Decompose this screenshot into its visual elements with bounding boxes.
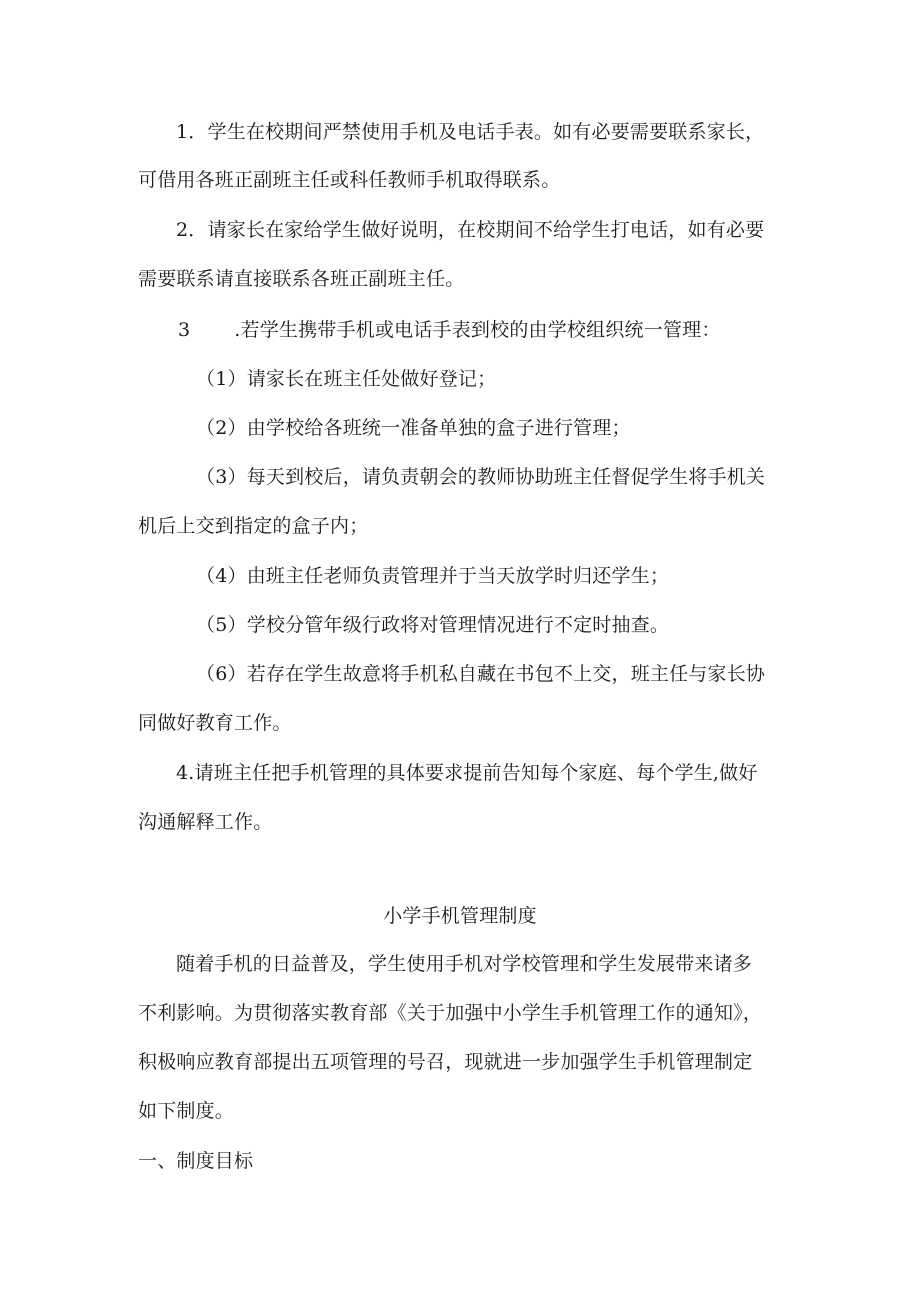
paragraph-1-line-2: 可借用各班正副班主任或科任教师手机取得联系。 xyxy=(138,169,561,191)
intro-line-2: 不利影响。为贯彻落实教育部《关于加强中小学生手机管理工作的通知》， xyxy=(138,1002,763,1024)
paragraph-2-line-1: 2．请家长在家给学生做好说明，在校期间不给学生打电话，如有必要 xyxy=(176,219,765,241)
paragraph-1-line-1: 1．学生在校期间严禁使用手机及电话手表。如有必要需要联系家长， xyxy=(176,121,765,143)
document-title: 小学手机管理制度 xyxy=(383,905,537,927)
paragraph-3-text: .若学生携带手机或电话手表到校的由学校组织统一管理： xyxy=(234,319,721,341)
list-item-3-line-2: 机后上交到指定的盒子内； xyxy=(138,515,369,537)
section-heading-1: 一、制度目标 xyxy=(138,1150,254,1172)
paragraph-4-line-2: 沟通解释工作。 xyxy=(138,811,273,833)
list-item-1: （1）请家长在班主任处做好登记； xyxy=(196,368,497,390)
paragraph-2-line-2: 需要联系请直接联系各班正副班主任。 xyxy=(138,268,465,290)
list-item-3-line-1: （3）每天到校后，请负责朝会的教师协助班主任督促学生将手机关 xyxy=(196,466,766,488)
list-item-6-line-1: （6）若存在学生故意将手机私自藏在书包不上交，班主任与家长协 xyxy=(196,663,766,685)
intro-line-1: 随着手机的日益普及，学生使用手机对学校管理和学生发展带来诸多 xyxy=(176,953,753,975)
paragraph-4-line-1: 4.请班主任把手机管理的具体要求提前告知每个家庭、每个学生,做好 xyxy=(176,762,758,784)
list-item-5: （5）学校分管年级行政将对管理情况进行不定时抽查。 xyxy=(196,614,670,636)
list-item-4: （4）由班主任老师负责管理并于当天放学时归还学生； xyxy=(196,565,670,587)
list-item-6-line-2: 同做好教育工作。 xyxy=(138,712,292,734)
intro-line-3: 积极响应教育部提出五项管理的号召，现就进一步加强学生手机管理制定 xyxy=(138,1051,753,1073)
intro-line-4: 如下制度。 xyxy=(138,1100,235,1122)
list-item-2: （2）由学校给各班统一准备单独的盒子进行管理； xyxy=(196,417,631,439)
paragraph-3-number: 3 xyxy=(178,319,191,341)
paragraph-3 xyxy=(178,318,721,342)
